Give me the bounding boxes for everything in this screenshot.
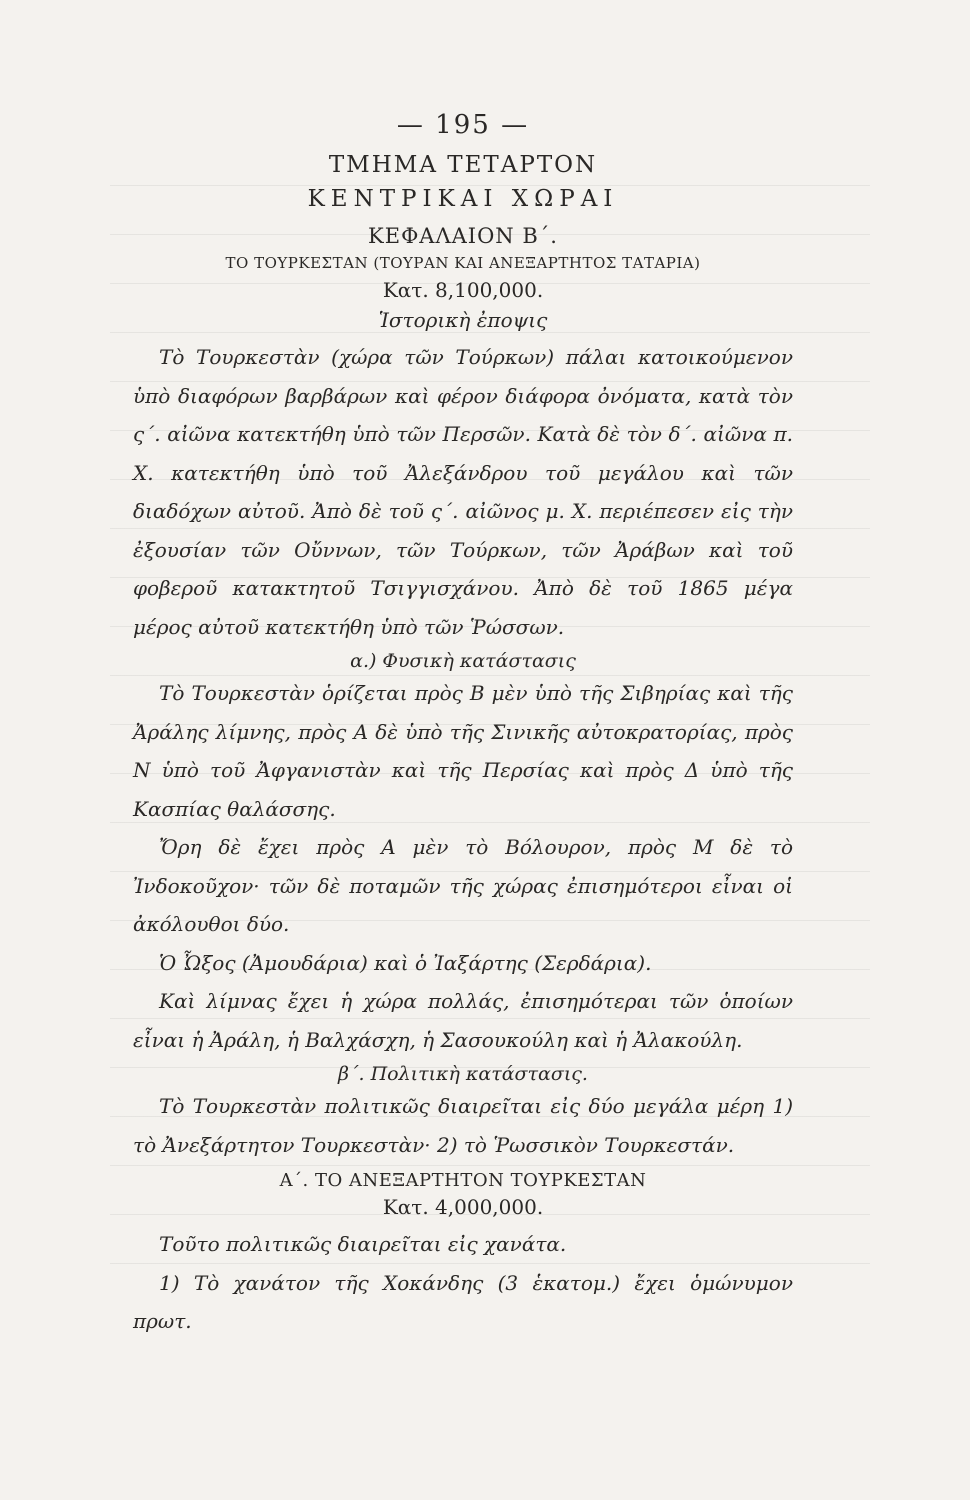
mountains-paragraph: Ὄρη δὲ ἔχει πρὸς Α μὲν τὸ Βόλουρον, πρὸς Μ δὲ τὸ Ἰνδοκοῦχον· τῶν δὲ ποταμῶν τῆς χώρας ἐπισημότεροι εἶναι οἱ ἀκόλουθοι δύο. (133, 835, 793, 936)
history-paragraph: Τὸ Τουρκεστὰν (χώρα τῶν Τούρκων) πάλαι κατοικούμενον ὑπὸ διαφόρων βαρβάρων καὶ φέρον διάφορα ὀνόματα, κατὰ τὸν ς΄. αἰῶνα κατεκτήθη ὑπὸ τῶν Περσῶν. Κατὰ δὲ τὸν δ΄. αἰῶνα π. Χ. κατεκτήθη ὑπὸ τοῦ Ἀλεξάνδρου τοῦ μεγάλου καὶ τῶν διαδόχων αὐτοῦ. Ἀπὸ δὲ τοῦ ς΄. αἰῶνος μ. Χ. περιέπεσεν εἰς τὴν ἐξουσίαν τῶν Οὔννων, τῶν Τούρκων, τῶν Ἀράβων καὶ τοῦ φοβεροῦ κατακτητοῦ Τσιγγισχάνου. Ἀπὸ δὲ τοῦ 1865 μέγα μέρος αὐτοῦ κατεκτήθη ὑπὸ τῶν Ῥώσσων. (133, 345, 793, 639)
page-text (133, 110, 793, 1341)
independent-population: Κατ. 4,000,000. (382, 1195, 544, 1219)
physical-heading: α.) Φυσικὴ κατάστασις (350, 650, 576, 672)
khanates-paragraph: Τοῦτο πολιτικῶς διαιρεῖται εἰς χανάτα. (159, 1232, 567, 1256)
chapter-title: ΚΕΦΑΛΑΙΟΝ Β΄. (368, 224, 558, 248)
chapter-subtitle: ΤΟ ΤΟΥΡΚΕΣΤΑΝ (ΤΟΥΡΑΝ ΚΑΙ ΑΝΕΞΑΡΤΗΤΟΣ ΤΑΤΑΡΙΑ) (225, 254, 701, 272)
political-heading: β΄. Πολιτικὴ κατάστασις. (338, 1063, 588, 1085)
region-title: ΚΕΝΤΡΙΚΑΙ ΧΩΡΑΙ (307, 186, 619, 212)
borders-paragraph: Τὸ Τουρκεστὰν ὁρίζεται πρὸς Β μὲν ὑπὸ τῆς Σιβηρίας καὶ τῆς Ἀράλης λίμνης, πρὸς Α δὲ ὑπὸ τῆς Σινικῆς αὐτοκρατορίας, πρὸς Ν ὑπὸ τοῦ Ἀφγανιστὰν καὶ τῆς Περσίας καὶ πρὸς Δ ὑπὸ τῆς Κασπίας θαλάσσης. (133, 681, 793, 821)
lakes-paragraph: Καὶ λίμνας ἔχει ἡ χώρα πολλάς, ἐπισημότεραι τῶν ὁποίων εἶναι ἡ Ἀράλη, ἡ Βαλχάσχη, ἡ Σασουκούλη καὶ ἡ Ἀλακούλη. (133, 989, 793, 1052)
kokand-paragraph: 1) Τὸ χανάτον τῆς Χοκάνδης (3 ἑκατομ.) ἔχει ὁμώνυμον πρωτ. (133, 1270, 793, 1333)
independent-heading: Α΄. ΤΟ ΑΝΕΞΑΡΤΗΤΟΝ ΤΟΥΡΚΕΣΤΑΝ (279, 1170, 647, 1191)
page-number: — 195 — (396, 110, 530, 140)
political-paragraph: Τὸ Τουρκεστὰν πολιτικῶς διαιρεῖται εἰς δύο μεγάλα μέρη 1) τὸ Ἀνεξάρτητον Τουρκεστὰν· 2) τὸ Ῥωσσικὸν Τουρκεστάν. (133, 1094, 793, 1157)
population-line: Κατ. 8,100,000. (382, 278, 544, 302)
rivers-paragraph: Ὁ Ὦξος (Ἀμουδάρια) καὶ ὁ Ἰαξάρτης (Σερδάρια). (159, 950, 652, 975)
history-heading: Ἱστορικὴ ἐποψις (378, 308, 548, 332)
section-title: ΤΜΗΜΑ ΤΕΤΑΡΤΟΝ (328, 152, 598, 178)
